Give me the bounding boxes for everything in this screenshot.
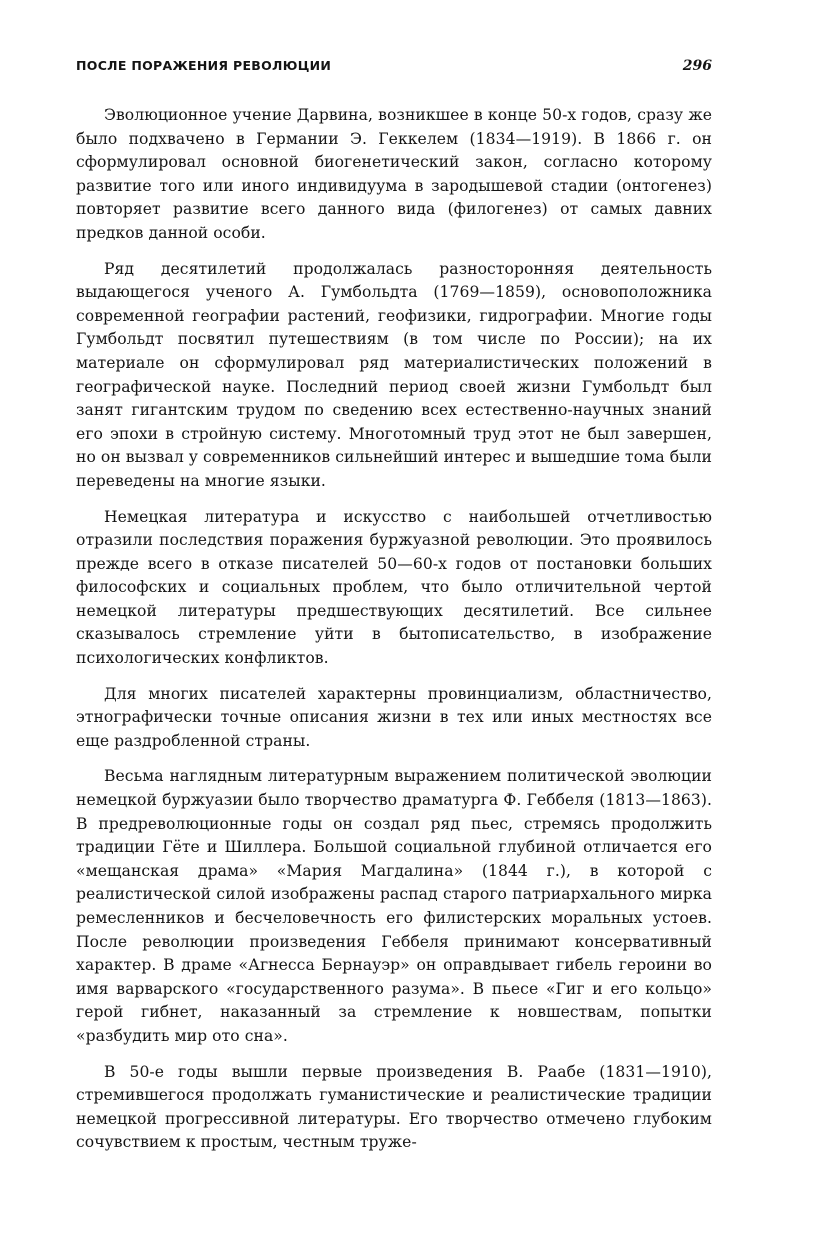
paragraph-german-literature: Немецкая литература и искусство с наибольшей отчетливостью отразили последствия поражения буржуазной революции. Это проявилось прежде всего в отказе писателей 50—60-х годов от постановки больших философских и социальных проблем, что было отличительной чертой немецкой литературы предшествующих десятилетий. Все сильнее сказывалось стремление уйти в бытописательство, в изображение психологических конфликтов. xyxy=(76,507,712,668)
body-text xyxy=(76,104,712,1155)
running-title: ПОСЛЕ ПОРАЖЕНИЯ РЕВОЛЮЦИИ xyxy=(76,58,332,73)
paragraph-humboldt: Ряд десятилетий продолжалась разносторонняя деятельность выдающегося ученого А. Гумбольдта (1769—1859), основоположника современной географии растений, геофизики, гидрографии. Многие годы Гумбольдт посвятил путешествиям (в том числе по России); на их материале он сформулировал ряд материалистических положений в географической науке. Последний период своей жизни Гумбольдт был занят гигантским трудом по сведению всех естественно-научных знаний его эпохи в стройную систему. Многотомный труд этот не был завершен, но он вызвал у современников сильнейший интерес и вышедшие тома были переведены на многие языки. xyxy=(76,259,712,490)
paragraph-raabe: В 50-е годы вышли первые произведения В. Раабе (1831—1910), стремившегося продолжать гуманистические и реалистические традиции немецкой прогрессивной литературы. Его творчество отмечено глубоким сочувствием к простым, честным тружe- xyxy=(76,1062,712,1152)
running-head xyxy=(76,58,712,82)
paragraph-provincialism: Для многих писателей характерны провинциализм, областничество, этнографически точные описания жизни в тех или иных местностях все еще раздробленной страны. xyxy=(76,684,712,750)
paragraph-darwin-haeckel: Эволюционное учение Дарвина, возникшее в конце 50-х годов, сразу же было подхвачено в Германии Э. Геккелем (1834—1919). В 1866 г. он сформулировал основной биогенетический закон, согласно которому развитие того или иного индивидуума в зародышевой стадии (онтогенез) повторяет развитие всего данного вида (филогенез) от самых давних предков данной особи. xyxy=(76,106,712,242)
page-number: 296 xyxy=(682,58,712,74)
paragraph-hebbel: Весьма наглядным литературным выражением политической эволюции немецкой буржуазии было творчество драматурга Ф. Геббеля (1813—1863). В предреволюционные годы он создал ряд пьес, стремясь продолжить традиции Гёте и Шиллера. Большой социальной глубиной отличается его «мещанская драма» «Мария Магдалина» (1844 г.), в которой с реалистической силой изображены распад старого патриархального мирка ремесленников и бесчеловечность его филистерских моральных устоев. После революции произведения Геббеля принимают консервативный характер. В драме «Агнесса Бернауэр» он оправдывает гибель героини во имя варварского «государственного разума». В пьесе «Гиг и его кольцо» герой гибнет, наказанный за стремление к новшествам, попытки «разбудить мир ото сна». xyxy=(76,767,712,1045)
book-page xyxy=(76,58,712,1155)
